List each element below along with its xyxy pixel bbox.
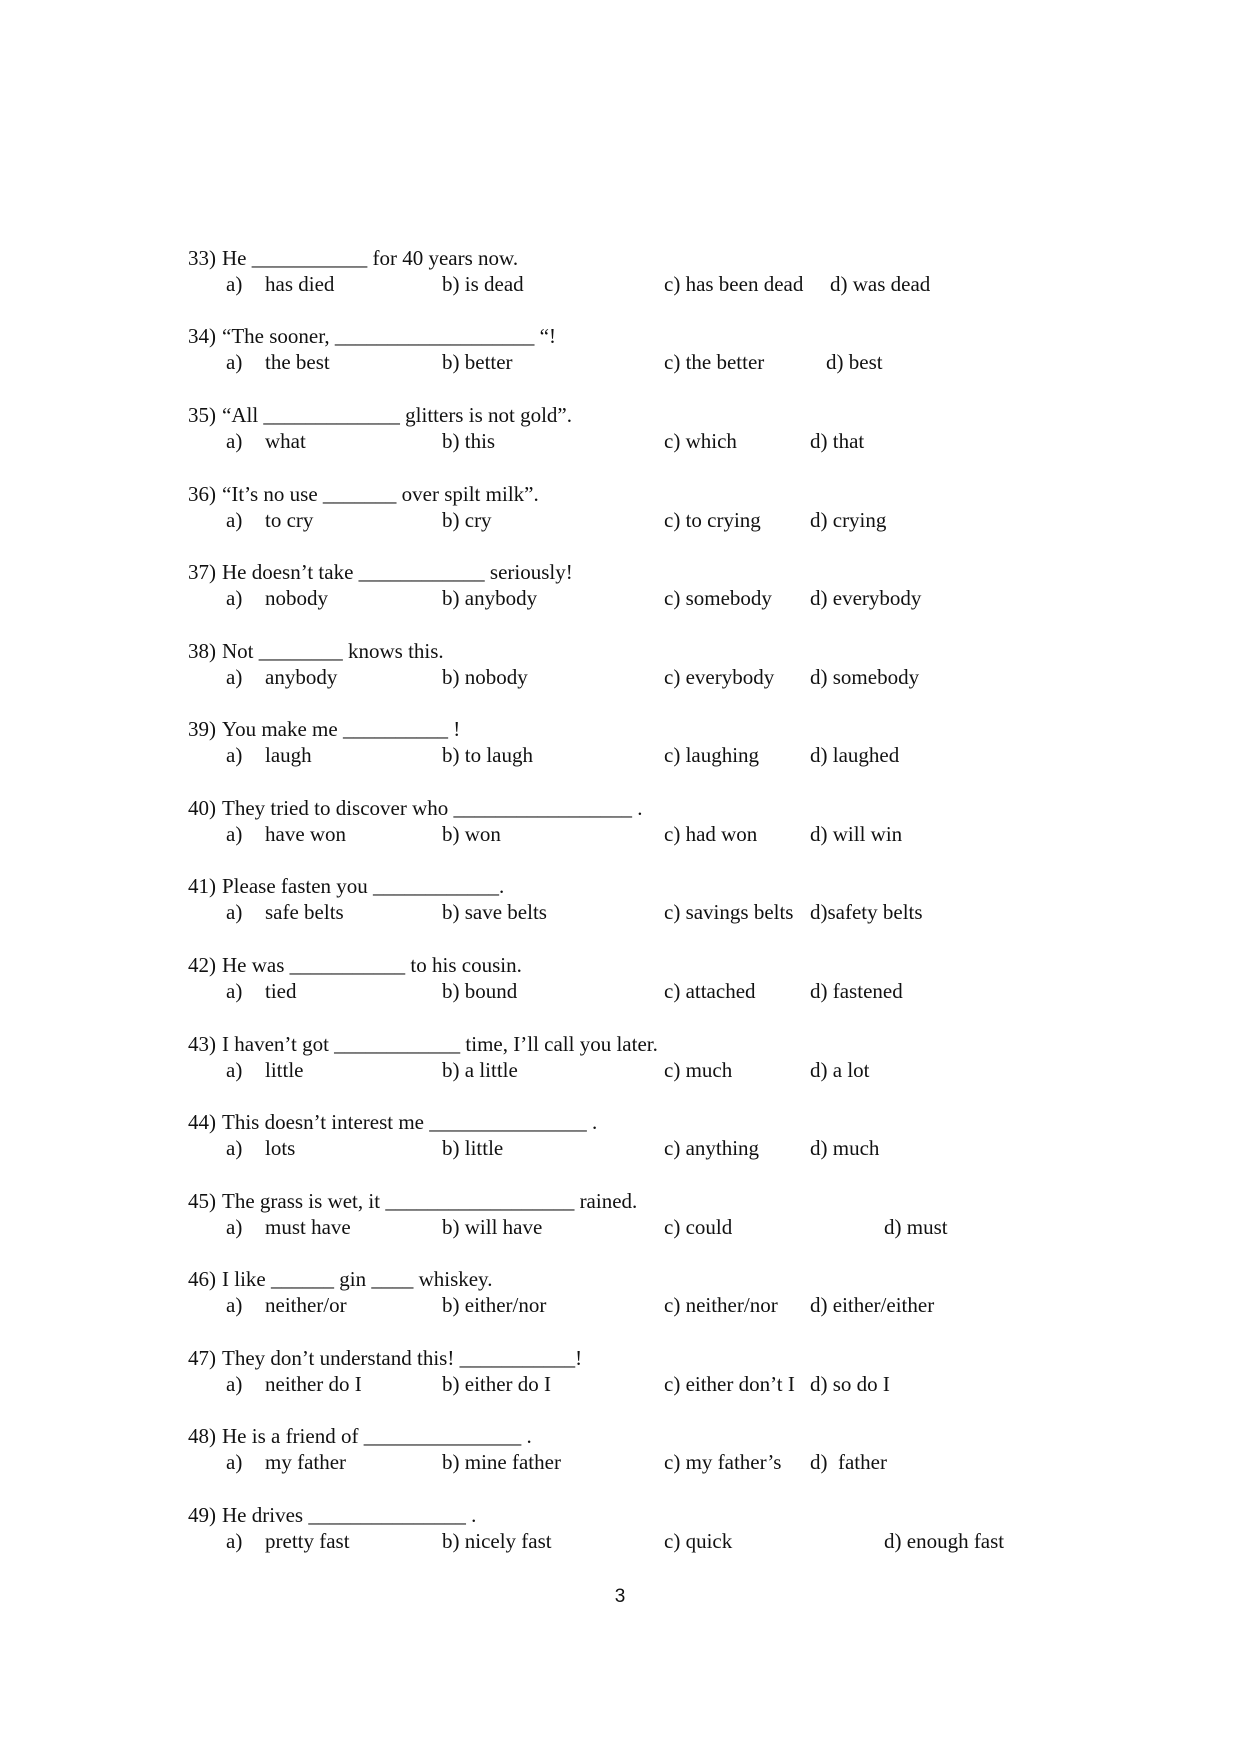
question-text: He ___________ for 40 years now. [222, 246, 519, 270]
question-text: I like ______ gin ____ whiskey. [222, 1267, 493, 1291]
option-d: d) somebody [810, 665, 920, 689]
question-text: He is a friend of _______________ . [222, 1424, 532, 1448]
option-a: to cry [265, 508, 314, 532]
option-c: c) had won [664, 822, 758, 846]
option-c: c) laughing [664, 743, 760, 767]
option-c: c) everybody [664, 665, 775, 689]
option-a-letter: a) [226, 979, 243, 1003]
option-a-letter: a) [226, 429, 243, 453]
option-d: d) father [810, 1450, 887, 1474]
option-a: neither/or [265, 1293, 347, 1317]
question-text: This doesn’t interest me _______________ . [222, 1110, 598, 1134]
option-c: c) the better [664, 350, 765, 374]
question-40 [0, 794, 1240, 854]
option-b: b) little [442, 1136, 504, 1160]
option-c: c) my father’s [664, 1450, 782, 1474]
option-b: b) anybody [442, 586, 538, 610]
option-c: c) much [664, 1058, 733, 1082]
question-42 [0, 951, 1240, 1011]
option-a: tied [265, 979, 297, 1003]
option-c: c) quick [664, 1529, 733, 1553]
option-a: the best [265, 350, 330, 374]
question-number: 47) [188, 1346, 216, 1370]
question-number: 36) [188, 482, 216, 506]
question-text: “It’s no use _______ over spilt milk”. [222, 482, 539, 506]
option-b: b) a little [442, 1058, 518, 1082]
option-a-letter: a) [226, 1372, 243, 1396]
question-number: 45) [188, 1189, 216, 1213]
option-b: b) nobody [442, 665, 528, 689]
option-d: d) everybody [810, 586, 922, 610]
question-35 [0, 401, 1240, 461]
option-c: c) savings belts [664, 900, 794, 924]
option-a: must have [265, 1215, 351, 1239]
option-a-letter: a) [226, 508, 243, 532]
option-b: b) cry [442, 508, 492, 532]
option-d: d) much [810, 1136, 880, 1160]
option-d: d) fastened [810, 979, 903, 1003]
question-text: He was ___________ to his cousin. [222, 953, 522, 977]
option-a-letter: a) [226, 1215, 243, 1239]
question-text: “The sooner, ___________________ “! [222, 324, 556, 348]
question-39 [0, 715, 1240, 775]
option-b: b) either do I [442, 1372, 552, 1396]
option-b: b) to laugh [442, 743, 533, 767]
option-a-letter: a) [226, 1058, 243, 1082]
question-number: 44) [188, 1110, 216, 1134]
option-b: b) either/nor [442, 1293, 547, 1317]
option-d: d) will win [810, 822, 903, 846]
option-a: has died [265, 272, 335, 296]
question-number: 42) [188, 953, 216, 977]
option-d: d) that [810, 429, 865, 453]
option-a: anybody [265, 665, 338, 689]
question-34 [0, 322, 1240, 382]
option-a: pretty fast [265, 1529, 350, 1553]
option-a-letter: a) [226, 822, 243, 846]
option-a: safe belts [265, 900, 344, 924]
option-c: c) attached [664, 979, 756, 1003]
question-number: 48) [188, 1424, 216, 1448]
option-d: d) best [826, 350, 883, 374]
question-number: 38) [188, 639, 216, 663]
option-c: c) has been dead [664, 272, 804, 296]
option-c: c) neither/nor [664, 1293, 778, 1317]
option-c: c) either don’t I [664, 1372, 795, 1396]
option-b: b) will have [442, 1215, 543, 1239]
option-d: d) must [884, 1215, 948, 1239]
option-b: b) is dead [442, 272, 524, 296]
question-number: 34) [188, 324, 216, 348]
question-text: Please fasten you ____________. [222, 874, 505, 898]
question-text: They tried to discover who _________________ . [222, 796, 643, 820]
option-a-letter: a) [226, 1136, 243, 1160]
question-number: 41) [188, 874, 216, 898]
option-d: d) enough fast [884, 1529, 1005, 1553]
option-b: b) nicely fast [442, 1529, 552, 1553]
option-c: c) could [664, 1215, 733, 1239]
option-d: d) was dead [830, 272, 931, 296]
option-a-letter: a) [226, 350, 243, 374]
question-number: 33) [188, 246, 216, 270]
option-c: c) which [664, 429, 737, 453]
option-b: b) better [442, 350, 513, 374]
option-d: d) so do I [810, 1372, 890, 1396]
option-a-letter: a) [226, 1450, 243, 1474]
question-45 [0, 1187, 1240, 1247]
question-number: 43) [188, 1032, 216, 1056]
option-a-letter: a) [226, 272, 243, 296]
question-44 [0, 1108, 1240, 1168]
option-b: b) this [442, 429, 496, 453]
option-a: my father [265, 1450, 347, 1474]
option-b: b) mine father [442, 1450, 561, 1474]
option-d: d) either/either [810, 1293, 935, 1317]
question-number: 46) [188, 1267, 216, 1291]
question-38 [0, 637, 1240, 697]
question-text: The grass is wet, it __________________ rained. [222, 1189, 638, 1213]
question-47 [0, 1344, 1240, 1404]
option-b: b) save belts [442, 900, 547, 924]
option-d: d) a lot [810, 1058, 870, 1082]
question-37 [0, 558, 1240, 618]
option-a: neither do I [265, 1372, 362, 1396]
question-number: 39) [188, 717, 216, 741]
option-a: what [265, 429, 306, 453]
question-text: He doesn’t take ____________ seriously! [222, 560, 573, 584]
option-a: have won [265, 822, 347, 846]
option-a-letter: a) [226, 586, 243, 610]
question-number: 49) [188, 1503, 216, 1527]
question-49 [0, 1501, 1240, 1561]
question-48 [0, 1422, 1240, 1482]
question-text: He drives _______________ . [222, 1503, 477, 1527]
option-d: d)safety belts [810, 900, 923, 924]
option-d: d) laughed [810, 743, 900, 767]
option-a-letter: a) [226, 1529, 243, 1553]
question-41 [0, 872, 1240, 932]
page-number: 3 [614, 1586, 626, 1607]
option-b: b) bound [442, 979, 518, 1003]
question-46 [0, 1265, 1240, 1325]
question-text: You make me __________ ! [222, 717, 461, 741]
question-number: 35) [188, 403, 216, 427]
question-33 [0, 244, 1240, 304]
question-number: 40) [188, 796, 216, 820]
question-number: 37) [188, 560, 216, 584]
question-text: They don’t understand this! ___________! [222, 1346, 583, 1370]
question-36 [0, 480, 1240, 540]
option-a: lots [265, 1136, 296, 1160]
question-text: Not ________ knows this. [222, 639, 444, 663]
question-text: I haven’t got ____________ time, I’ll call you later. [222, 1032, 658, 1056]
option-a: little [265, 1058, 304, 1082]
option-b: b) won [442, 822, 501, 846]
option-a-letter: a) [226, 665, 243, 689]
option-a: laugh [265, 743, 312, 767]
option-c: c) to crying [664, 508, 761, 532]
option-c: c) somebody [664, 586, 772, 610]
option-d: d) crying [810, 508, 887, 532]
option-c: c) anything [664, 1136, 760, 1160]
option-a-letter: a) [226, 900, 243, 924]
option-a-letter: a) [226, 1293, 243, 1317]
question-43 [0, 1030, 1240, 1090]
question-text: “All _____________ glitters is not gold”. [222, 403, 572, 427]
option-a-letter: a) [226, 743, 243, 767]
option-a: nobody [265, 586, 328, 610]
